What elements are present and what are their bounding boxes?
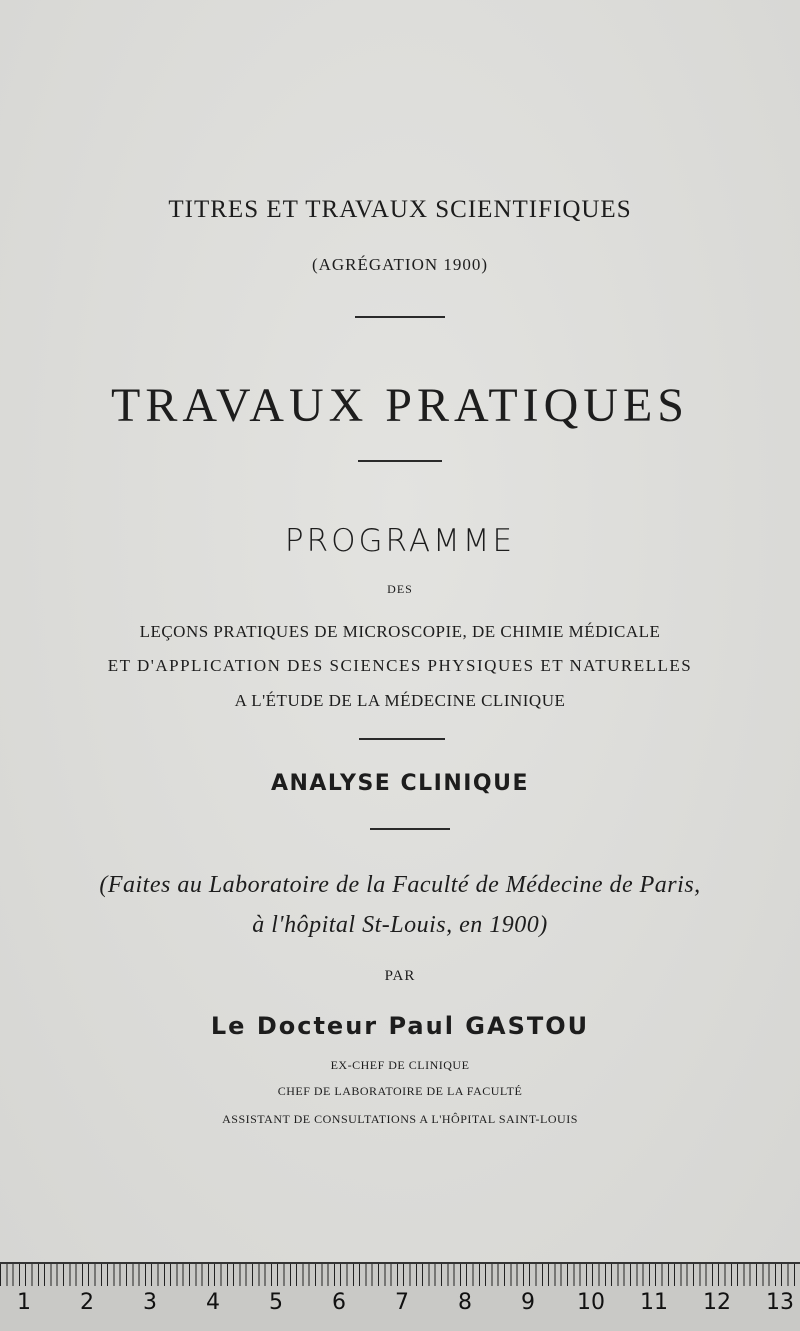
- main-title: TRAVAUX PRATIQUES: [111, 379, 689, 432]
- author-role-1: EX-CHEF DE CLINIQUE: [330, 1058, 470, 1072]
- ruler-number: 9: [521, 1290, 535, 1315]
- author-name: Le Docteur Paul GASTOU: [210, 1012, 590, 1040]
- lessons-line-2: ET D'APPLICATION DES SCIENCES PHYSIQUES ET NATURELLES: [107, 656, 693, 675]
- divider-rule: [359, 738, 445, 740]
- divider-rule: [358, 460, 442, 462]
- ruler-number: 3: [143, 1290, 157, 1315]
- ruler-number: 4: [206, 1290, 220, 1315]
- ruler-number: 2: [80, 1290, 94, 1315]
- location-line-1: (Faites au Laboratoire de la Faculté de Médecine de Paris,: [99, 872, 701, 898]
- author-role-2: CHEF DE LABORATOIRE DE LA FACULTÉ: [277, 1084, 523, 1098]
- measurement-ruler: [0, 1262, 800, 1331]
- lessons-line-1: LEÇONS PRATIQUES DE MICROSCOPIE, DE CHIMIE MÉDICALE: [139, 622, 661, 641]
- des-label: DES: [387, 582, 413, 596]
- ruler-number: 8: [458, 1290, 472, 1315]
- ruler-number: 7: [395, 1290, 409, 1315]
- par-label: PAR: [384, 968, 416, 984]
- ruler-number: 12: [703, 1290, 731, 1315]
- divider-rule: [370, 828, 450, 830]
- ruler-number: 6: [332, 1290, 346, 1315]
- ruler-ticks: [0, 1264, 800, 1286]
- location-line-2: à l'hôpital St-Louis, en 1900): [252, 912, 548, 938]
- lessons-line-3: A L'ÉTUDE DE LA MÉDECINE CLINIQUE: [234, 691, 566, 710]
- section-title: ANALYSE CLINIQUE: [270, 771, 530, 796]
- subheader: (AGRÉGATION 1900): [311, 255, 489, 274]
- ruler-number: 13: [766, 1290, 794, 1315]
- author-role-3: ASSISTANT DE CONSULTATIONS A L'HÔPITAL SAINT-LOUIS: [222, 1112, 578, 1126]
- ruler-number: 11: [640, 1290, 668, 1315]
- divider-rule: [355, 316, 445, 318]
- ruler-number: 10: [577, 1290, 605, 1315]
- ruler-number: 1: [17, 1290, 31, 1315]
- header-title: TITRES ET TRAVAUX SCIENTIFIQUES: [168, 196, 632, 223]
- program-title: PROGRAMME: [284, 523, 516, 559]
- ruler-number: 5: [269, 1290, 283, 1315]
